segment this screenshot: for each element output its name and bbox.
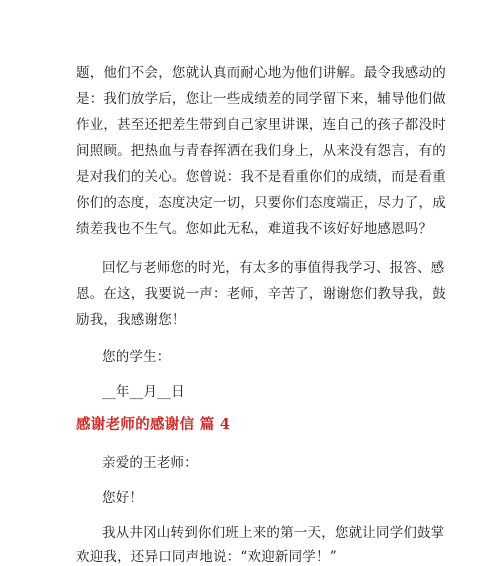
paragraph-2-line-2: 恩。在这，我要说一声：老师，辛苦了，谢谢您们教导我，鼓 (76, 286, 446, 302)
paragraph-1-line-2: 是：我们放学后，您让一些成绩差的同学留下来，辅导他们做 (76, 91, 446, 107)
salutation: 亲爱的王老师： (102, 455, 198, 471)
paragraph-2-line-3: 励我，我感谢您！ (76, 312, 186, 328)
paragraph-2-line-1: 回忆与老师您的时光，有太多的事值得我学习、报答、感 (102, 260, 445, 276)
paragraph-3-line-2: 欢迎我，还异口同声地说：“欢迎新同学！” (76, 549, 337, 565)
paragraph-1-line-4: 间照顾。把热血与青春挥洒在我们身上，从来没有怨言，有的 (76, 143, 446, 159)
greeting: 您好！ (102, 490, 144, 506)
section-heading: 感谢老师的感谢信 篇 4 (76, 416, 231, 433)
paragraph-3-line-1: 我从井冈山转到你们班上来的第一天，您就让同学们鼓掌 (102, 525, 445, 541)
date-line: __年__月__日 (102, 384, 185, 400)
paragraph-1-line-6: 你们的态度，态度决定一切，只要你们态度端正，尽力了，成 (76, 195, 446, 211)
paragraph-1-line-7: 绩差我也不生气。您如此无私，难道我不该好好地感恩吗？ (76, 221, 433, 237)
paragraph-1-line-3: 作业，甚至还把差生带到自己家里讲课，连自己的孩子都没时 (76, 117, 446, 133)
paragraph-1-line-1: 题，他们不会，您就认真而耐心地为他们讲解。最令我感动的 (76, 65, 446, 81)
paragraph-1-line-5: 是对我们的关心。您曾说：我不是看重你们的成绩，而是看重 (76, 169, 446, 185)
signature-line: 您的学生： (102, 349, 171, 365)
